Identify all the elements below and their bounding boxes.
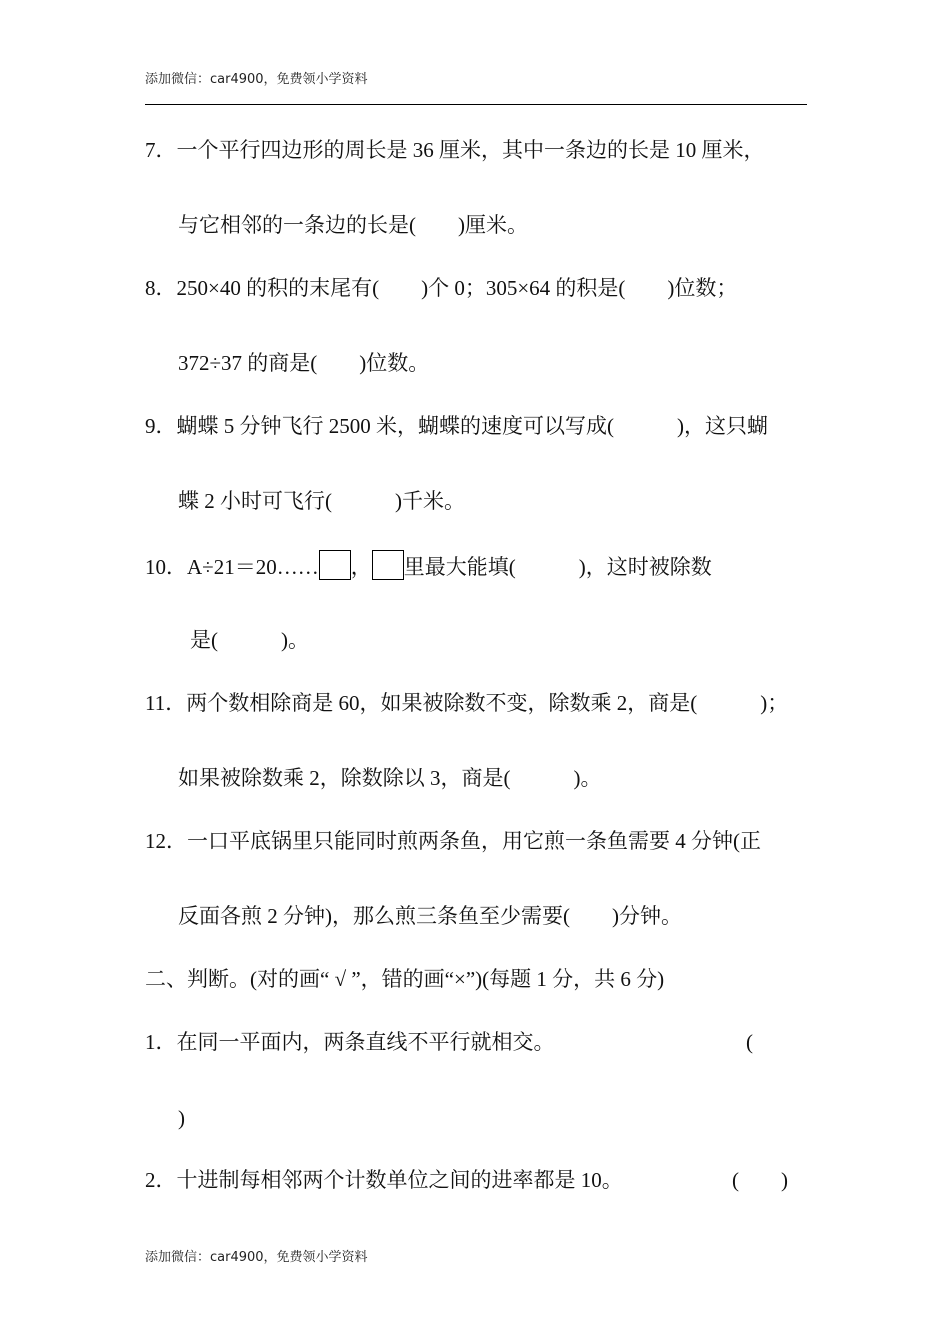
remainder-box-reference (372, 550, 404, 580)
question-11-line-1: 11．两个数相除商是 60，如果被除数不变，除数乘 2，商是( )； (145, 691, 789, 715)
question-12-line-1: 12．一口平底锅里只能同时煎两条鱼，用它煎一条鱼需要 4 分钟(正 (145, 829, 761, 853)
question-10-equation: 10．A÷21＝20…… (145, 555, 319, 579)
section-2-title: 二、判断。(对的画“ √ ”，错的画“×”)(每题 1 分，共 6 分) (145, 967, 665, 991)
judgment-1-answer-close: ) (178, 1106, 185, 1130)
question-7-line-1: 7．一个平行四边形的周长是 36 厘米，其中一条边的长是 10 厘米， (145, 138, 765, 162)
question-9-line-1: 9．蝴蝶 5 分钟飞行 2500 米，蝴蝶的速度可以写成( )，这只蝴 (145, 414, 768, 438)
question-8-line-2: 372÷37 的商是( )位数。 (178, 351, 430, 375)
question-10-comma: ， (350, 555, 372, 579)
remainder-box (319, 550, 351, 580)
header-divider (145, 104, 807, 105)
page-footer: 添加微信：car4900，免费领小学资料 (145, 1250, 368, 1265)
judgment-1-answer-open: ( (746, 1030, 753, 1054)
question-10-text: 里最大能填( )，这时被除数 (403, 555, 712, 579)
judgment-2-text: 2．十进制每相邻两个计数单位之间的进率都是 10。 (145, 1168, 623, 1192)
question-12-line-2: 反面各煎 2 分钟)，那么煎三条鱼至少需要( )分钟。 (178, 904, 682, 928)
judgment-2-answer: ( ) (732, 1168, 788, 1192)
question-9-line-2: 蝶 2 小时可飞行( )千米。 (178, 489, 465, 513)
question-10-line-2: 是( )。 (190, 628, 309, 652)
page-header: 添加微信：car4900，免费领小学资料 (145, 72, 368, 87)
question-7-line-2: 与它相邻的一条边的长是( )厘米。 (178, 213, 528, 237)
question-11-line-2: 如果被除数乘 2，除数除以 3，商是( )。 (178, 766, 602, 790)
judgment-1-text: 1．在同一平面内，两条直线不平行就相交。 (145, 1030, 555, 1054)
question-10-line-1 (145, 550, 712, 581)
question-8-line-1: 8．250×40 的积的末尾有( )个 0；305×64 的积是( )位数； (145, 276, 738, 300)
